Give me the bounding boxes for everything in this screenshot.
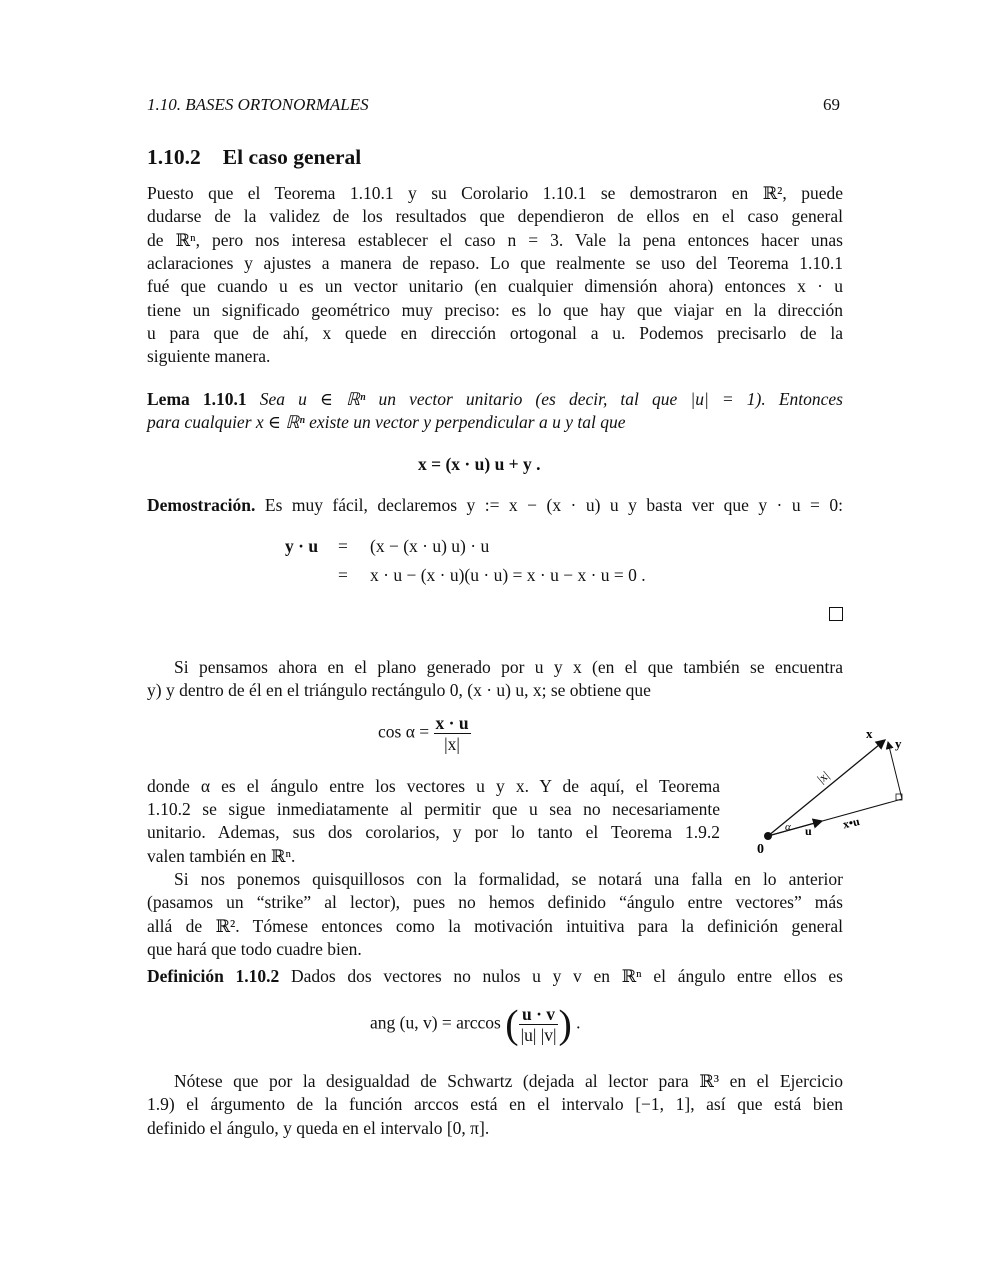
equation-relation: = bbox=[338, 536, 348, 556]
numerator: x · u bbox=[435, 713, 469, 733]
text-line: 1.9) el árgumento de la función arccos está en el intervalo [−1, 1], así que está bien bbox=[147, 1094, 843, 1114]
text-line: Puesto que el Teorema 1.10.1 y su Corolario 1.10.1 se demostraron en ℝ², puede bbox=[147, 183, 843, 203]
origin-point bbox=[764, 832, 772, 840]
proof-label: Demostración. bbox=[147, 495, 256, 515]
lemma-line: para cualquier x ∈ ℝⁿ existe un vector y perpendicular a u y tal que bbox=[147, 412, 626, 432]
label-origin: 0 bbox=[757, 842, 764, 857]
text-line: valen también en ℝⁿ. bbox=[147, 846, 296, 866]
vector-triangle-figure bbox=[750, 720, 920, 860]
lemma-text: Sea u ∈ ℝⁿ un vector unitario (es decir, tal que |u| = 1). Entonces bbox=[259, 389, 843, 409]
denominator: |u| |v| bbox=[520, 1025, 557, 1045]
cos-equation bbox=[378, 713, 471, 754]
lemma-equation: x = (x · u) u + y . bbox=[418, 454, 541, 474]
section-title: El caso general bbox=[222, 145, 362, 169]
label-u: u bbox=[805, 824, 812, 838]
text-line: dudarse de la validez de los resultados que dependieron de ellos en el caso general bbox=[147, 206, 843, 226]
numerator: u · v bbox=[519, 1004, 559, 1025]
text-line: (pasamos un “strike” al lector), pues no hemos definido “ángulo entre vectores” más bbox=[147, 892, 843, 912]
page-number: 69 bbox=[823, 95, 840, 114]
text-line: siguiente manera. bbox=[147, 346, 271, 366]
definition-text: Dados dos vectores no nulos u y v en ℝⁿ el ángulo entre ellos es bbox=[290, 966, 843, 986]
fraction bbox=[434, 713, 471, 754]
text-line: fué que cuando u es un vector unitario (en cualquier dimensión ahora) entonces x · u bbox=[147, 276, 843, 296]
lemma-line bbox=[147, 389, 843, 409]
text-line: Si pensamos ahora en el plano generado por u y x (en el que también se encuentra bbox=[174, 657, 843, 677]
proof-text: Es muy fácil, declaremos y := x − (x · u) u y basta ver que y · u = 0: bbox=[264, 495, 844, 515]
section-heading bbox=[147, 145, 383, 170]
text-line: de ℝⁿ, pero nos interesa establecer el caso n = 3. Vale la pena entonces hacer unas bbox=[147, 230, 843, 250]
vector-u bbox=[768, 821, 822, 836]
text-line: unitario. Ademas, sus dos corolarios, y por lo tanto el Teorema 1.9.2 bbox=[147, 822, 720, 842]
text-line: definido el ángulo, y queda en el intervalo [0, π]. bbox=[147, 1118, 490, 1138]
text-line: Si nos ponemos quisquillosos con la formalidad, se notará una falla en lo anterior bbox=[174, 869, 843, 889]
qed-box bbox=[829, 607, 843, 621]
angle-equation: ang (u, v) = arccos ( $\frac{u \cdot v}{|u| |v|}$ ) . bbox=[370, 1001, 581, 1047]
definition-line bbox=[147, 966, 843, 986]
text-line: allá de ℝ². Tómese entonces como la motivación intuitiva para la definición general bbox=[147, 916, 843, 936]
running-header: 1.10. BASES ORTONORMALES bbox=[147, 95, 369, 114]
fraction bbox=[519, 1004, 559, 1045]
equation-relation: = bbox=[338, 565, 348, 585]
equation-rhs: x · u − (x · u)(u · u) = x · u − x · u = 0 . bbox=[370, 565, 646, 585]
text-line: tiene un significado geométrico muy preciso: es lo que hay que viajar en la dirección bbox=[147, 300, 843, 320]
label-y: y bbox=[895, 736, 902, 751]
text-line: y) y dentro de él en el triángulo rectángulo 0, (x · u) u, x; se obtiene que bbox=[147, 680, 651, 700]
equation-lhs: y · u bbox=[285, 536, 319, 556]
cos-lhs: cos α = bbox=[378, 721, 430, 742]
label-x: x bbox=[866, 726, 873, 741]
text-line: donde α es el ángulo entre los vectores u y x. Y de aquí, el Teorema bbox=[147, 776, 720, 796]
equation-end: . bbox=[576, 1012, 581, 1033]
text-line: u para que de ahí, x quede en dirección ortogonal a u. Podemos precisarlo de la bbox=[147, 323, 843, 343]
equation-rhs: (x − (x · u) u) · u bbox=[370, 536, 490, 556]
label-x-dot-u: x•u bbox=[841, 813, 861, 832]
text-line: que hará que todo cuadre bien. bbox=[147, 939, 362, 959]
label-norm-x: |x| bbox=[814, 768, 832, 786]
denominator: |x| bbox=[444, 734, 460, 754]
label-alpha: α bbox=[785, 821, 791, 833]
proof-line bbox=[147, 495, 843, 515]
section-number: 1.10.2 bbox=[147, 145, 201, 169]
definition-label: Definición 1.10.2 bbox=[147, 966, 280, 986]
text-line: 1.10.2 se sigue inmediatamente al permitir que u sea no necesariamente bbox=[147, 799, 720, 819]
text-line: aclaraciones y ajustes a manera de repaso. Lo que realmente se uso del Teorema 1.10.1 bbox=[147, 253, 843, 273]
angle-lhs: ang (u, v) = arccos bbox=[370, 1012, 501, 1033]
text-line: Nótese que por la desigualdad de Schwartz (dejada al lector para ℝ³ en el Ejercicio bbox=[174, 1071, 843, 1091]
lemma-label: Lema 1.10.1 bbox=[147, 389, 247, 409]
